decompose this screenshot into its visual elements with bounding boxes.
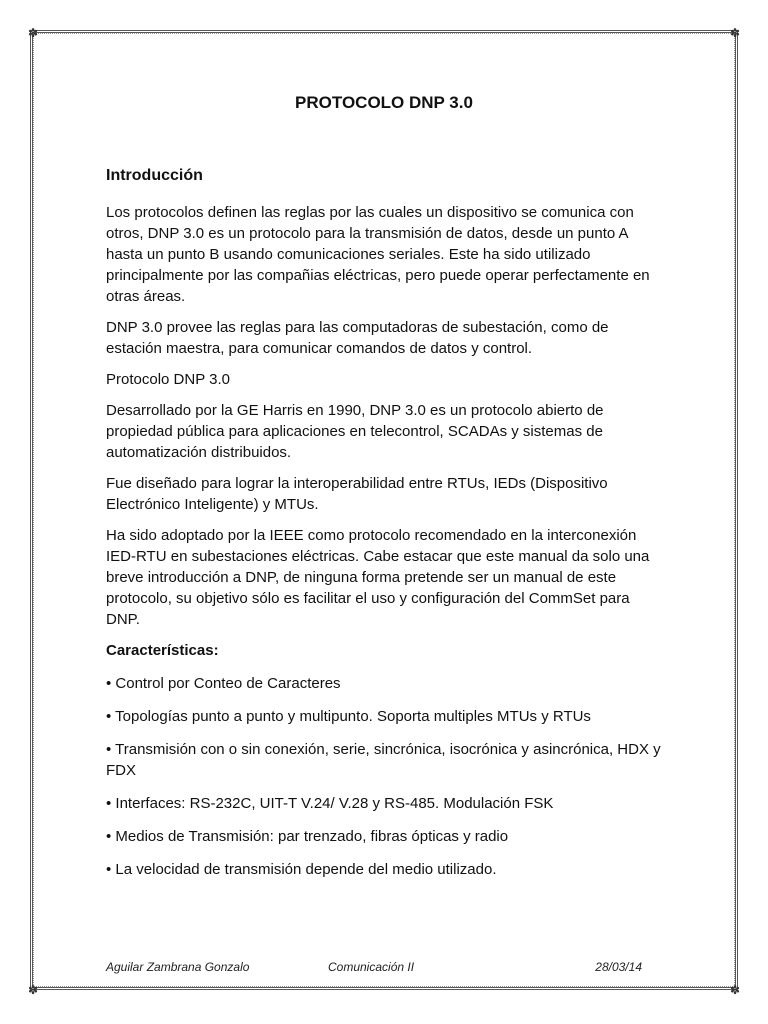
document-body	[106, 88, 662, 892]
feature-item: • La velocidad de transmisión depende del medio utilizado.	[106, 861, 497, 878]
document-title: PROTOCOLO DNP 3.0	[295, 93, 473, 112]
feature-item: • Transmisión con o sin conexión, serie, sincrónica, isocrónica y asincrónica, HDX y FDX	[106, 741, 661, 779]
section-heading: Introducción	[106, 167, 203, 184]
features-heading: Características:	[106, 642, 219, 659]
paragraph: DNP 3.0 provee las reglas para las computadoras de subestación, como de estación maestra, para comunicar comandos de datos y control.	[106, 319, 609, 357]
paragraph: Desarrollado por la GE Harris en 1990, DNP 3.0 es un protocolo abierto de propiedad pública para aplicaciones en telecontrol, SCADAs y sistemas de automatización distribuidos.	[106, 402, 604, 461]
corner-ornament-icon: ✽	[730, 983, 741, 997]
corner-ornament-icon: ✽	[28, 26, 39, 40]
corner-ornament-icon: ✽	[28, 983, 39, 997]
feature-item: • Topologías punto a punto y multipunto. Soporta multiples MTUs y RTUs	[106, 708, 591, 725]
footer-author: Aguilar Zambrana Gonzalo	[106, 960, 250, 974]
footer-course: Comunicación II	[328, 960, 415, 974]
corner-ornament-icon: ✽	[730, 26, 741, 40]
paragraph: Protocolo DNP 3.0	[106, 371, 230, 388]
feature-item: • Interfaces: RS-232C, UIT-T V.24/ V.28 y RS-485. Modulación FSK	[106, 795, 554, 812]
paragraph: Ha sido adoptado por la IEEE como protocolo recomendado en la interconexión IED-RTU en subestaciones eléctricas. Cabe estacar que este manual da solo una breve introducción a DNP, de ninguna forma pretende ser un manual de este protocolo, su objetivo sólo es facilitar el uso y configuración del CommSet para DNP.	[106, 527, 650, 628]
paragraph: Los protocolos definen las reglas por las cuales un dispositivo se comunica con otros, DNP 3.0 es un protocolo para la transmisión de datos, desde un punto A hasta un punto B usando comunicaciones seriales. Este ha sido utilizado principalmente por las compañias eléctricas, pero puede operar perfectamente en otras áreas.	[106, 204, 650, 305]
paragraph: Fue diseñado para lograr la interoperabilidad entre RTUs, IEDs (Dispositivo Electrónico Inteligente) y MTUs.	[106, 475, 608, 513]
footer-date: 28/03/14	[595, 960, 642, 974]
feature-item: • Medios de Transmisión: par trenzado, fibras ópticas y radio	[106, 828, 509, 845]
feature-item: • Control por Conteo de Caracteres	[106, 675, 341, 692]
